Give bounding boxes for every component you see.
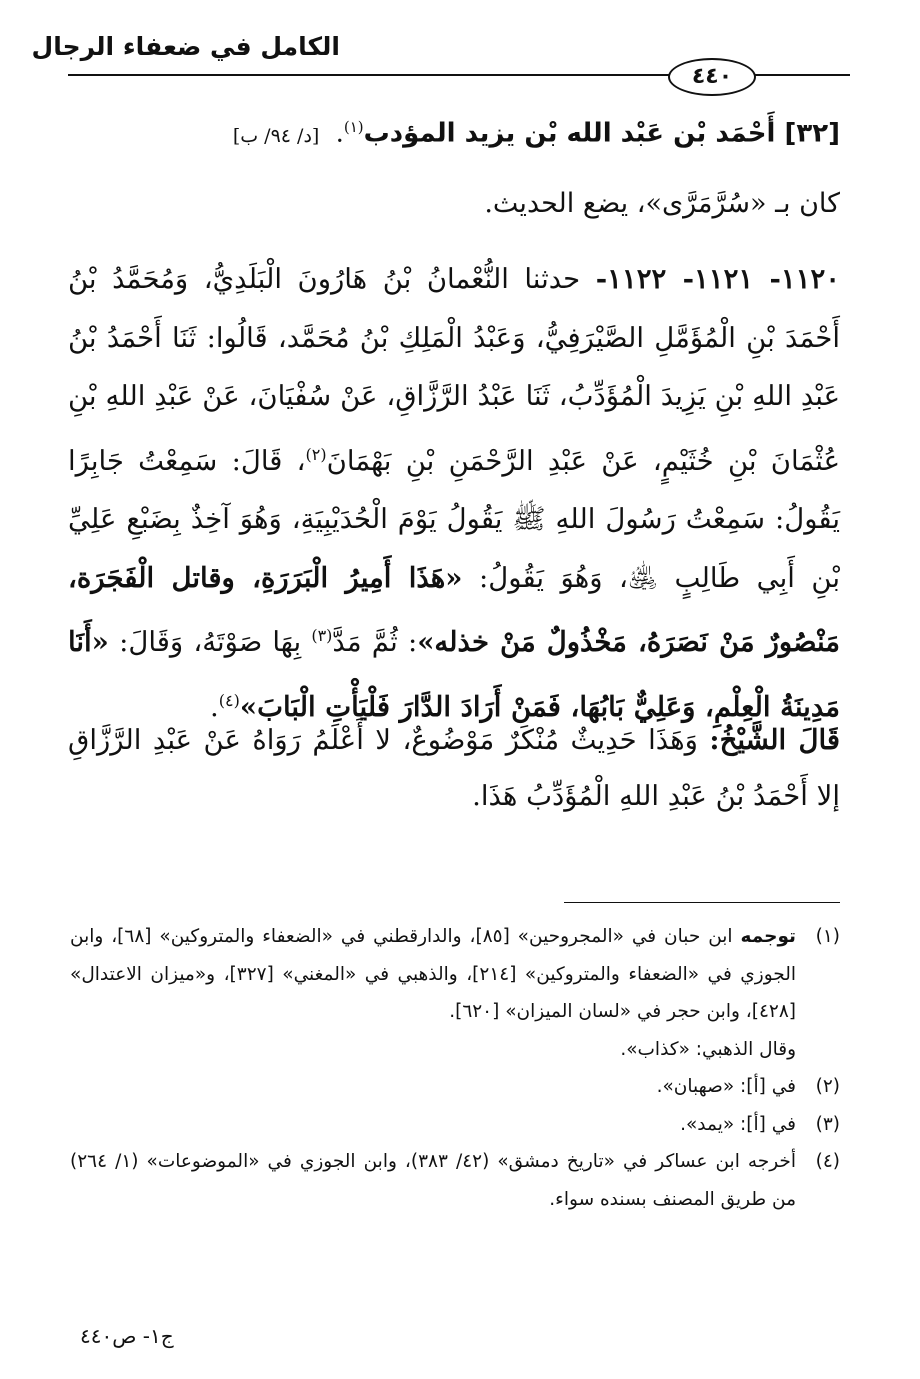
footnote-mark-3: (٣) [311,626,333,646]
footnote-2 [70,1068,840,1106]
footnote-4 [70,1143,840,1218]
footnote-3-number: (٣) [815,1113,840,1135]
footnote-2-text: في [أ]: «صهبان». [656,1076,796,1097]
hadith-matn-2: : ثُمَّ مَدَّ [332,626,418,659]
entry-heading [70,118,840,149]
sheikh-label: قَالَ الشَّيْخُ: [709,724,840,756]
entry-title: [٣٢] أَحْمَد بْن عَبْد الله بْن يزيد المؤدب [363,118,840,149]
sheikh-comment-text: وَهَذَا حَدِيثٌ مُنْكَرٌ مَوْضُوعٌ، لا أَعْلَمُ رَوَاهُ عَنْ عَبْدِ الرَّزَّاقِ إلا أَحْمَدُ بْنُ عَبْدِ اللهِ الْمُؤَدِّبُ هَذَا. [68,724,840,812]
hadith-end: . [210,690,219,723]
footnote-separator [564,902,840,903]
footnotes [70,918,840,1218]
page-number-badge: ٤٤٠ [668,58,756,96]
running-title: الكامل في ضعفاء الرجال [31,32,340,61]
footnote-3 [70,1106,840,1144]
footnote-1-extra: وقال الذهبي: «كذاب». [620,1038,796,1060]
hadith-paragraph [68,250,840,736]
footnote-mark-2: (٢) [305,444,327,464]
hadith-isnad: حدثنا النُّعْمانُ بْنُ هَارُونَ الْبَلَدِيُّ، وَمُحَمَّدُ بْنُ أَحْمَدَ بْنِ الْمُؤَمَّلِ الصَّيْرَفِيُّ، وَعَبْدُ الْمَلِكِ بْنُ مُحَمَّد، قَالُوا: ثَنَا أَحْمَدُ بْنُ عَبْدِ اللهِ بْنِ يَزِيدَ الْمُؤَدِّبُ، ثَنَا عَبْدُ الرَّزَّاقِ، عَنْ سُفْيَانَ، عَنْ عَبْدِ اللهِ بْنِ عُثْمَانَ بْنِ خُثَيْمٍ، عَنْ عَبْدِ الرَّحْمَنِ بْنِ بَهْمَانَ [68,263,840,477]
sheikh-comment [68,712,840,824]
hadith-matn-1: ، قَالَ: سَمِعْتُ جَابِرًا يَقُولُ: سَمِعْتُ رَسُولَ اللهِ ﷺ يَقُولُ يَوْمَ الْحُدَيْبِيَةِ، وَهُوَ آخِذٌ بِضَبْعِ عَلِيِّ بْنِ أَبِي طَالِبٍ ﵁، وَهُوَ يَقُولُ: [68,444,840,594]
footnote-1 [70,918,840,1031]
volume-page-ref: ج١- ص٤٤٠ [80,1324,174,1348]
heading-period: . [335,118,344,149]
footnote-2-number: (٢) [815,1076,840,1097]
hadith-quote-2: «أَنَا مَدِينَةُ الْعِلْمِ، وَعَلِيٌّ بَابُهَا، فَمَنْ أَرَادَ الدَّارَ فَلْيَأْتِ الْبَابَ» [68,626,840,723]
footnote-4-number: (٤) [815,1151,840,1172]
footnote-4-text: أخرجه ابن عساكر في «تاريخ دمشق» (٤٢/ ٣٨٣)، وابن الجوزي في «الموضوعات» (١/ ٢٦٤) من طريق المصنف بسنده سواء. [70,1151,797,1210]
footnote-mark-4: (٤) [218,690,240,710]
hadith-numbers: ١١٢٠- ١١٢١- ١١٢٢- [595,263,840,295]
footnote-1-lead: توجمه [740,926,796,947]
hadith-matn-3: بِهَا صَوْتَهُ، وَقَالَ: [119,626,302,659]
footnote-1-number: (١) [815,926,840,947]
footnote-1-text: ابن حبان في «المجروحين» [٨٥]، والدارقطني في «الضعفاء والمتروكين» [٦٨]، وابن الجوزي في «الضعفاء والمتروكين» [٢١٤]، والذهبي في «المغني» [٣٢٧]، و«ميزان الاعتدال» [٤٢٨]، وابن حجر في «لسان الميزان» [٦٢٠]. [70,926,796,1022]
footnote-mark-1: (١) [343,118,364,136]
footnote-3-text: في [أ]: «يمد». [680,1113,796,1135]
manuscript-ref: [د/ ٩٤/ ب] [232,124,320,147]
hadith-quote-1: «هَذَا أَمِيرُ الْبَرَرَةِ، وقاتل الْفَجَرَة، مَنْصُورٌ مَنْ نَصَرَهُ، مَخْذُولٌ مَنْ خذله» [68,561,841,659]
narrator-bio: كان بـ «سُرَّمَرَّى»، يضع الحديث. [484,188,840,219]
